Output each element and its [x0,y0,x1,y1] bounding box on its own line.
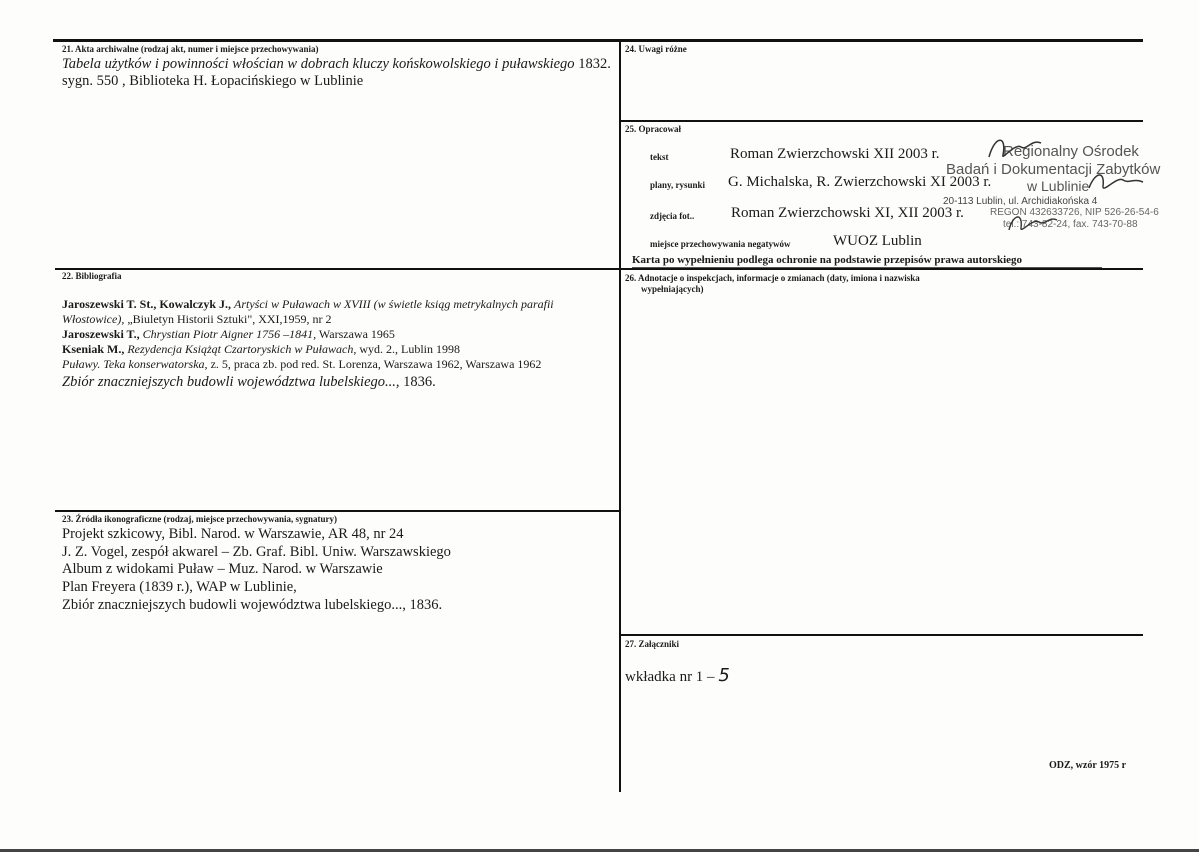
field-label-drawings: plany, rysunki [650,180,706,190]
attachment-text [625,665,730,686]
field-label-text: tekst [650,152,669,162]
field-value-drawings: G. Michalska, R. Zwierzchowski XI 2003 r. [728,174,992,190]
section-25-header: 25. Opracował [625,124,681,134]
bib-details: wyd. 2., Lublin 1998 [359,342,460,356]
archive-year: 1832. [578,56,611,72]
icon-source-line: J. Z. Vogel, zespół akwarel – Zb. Graf. Bibl. Uniw. Warszawskiego [62,544,451,560]
signature-mark [1005,208,1060,236]
field-label-negatives: miejsce przechowywania negatywów [650,239,791,249]
field-value-text: Roman Zwierzchowski XII 2003 r. [730,146,940,162]
icon-source-line: Projekt szkicowy, Bibl. Narod. w Warszawie, AR 48, nr 24 [62,526,404,542]
institution-stamp-line: Badań i Dokumentacji Zabytków [946,161,1161,178]
rule-22-23 [55,510,620,512]
bib-title: Zbiór znaczniejszych budowli województwa lubelskiego..., [62,374,400,390]
section-23-header: 23. Źródła ikonograficzne (rodzaj, miejsce przechowywania, sygnatury) [62,514,338,524]
section-21-line2: sygn. 550 , Biblioteka H. Łopacińskiego w Lublinie [62,73,364,89]
icon-source-line: Plan Freyera (1839 r.), WAP w Lublinie, [62,579,297,595]
section-22-header: 22. Bibliografia [62,271,122,281]
institution-stamp-line: REGON 432633726, NIP 526-26-54-6 [990,207,1159,218]
bibliography-entry [62,297,554,312]
signature-mark [1085,168,1145,196]
section-24-header: 24. Uwagi różne [625,44,687,54]
field-value-negatives: WUOZ Lublin [833,233,922,249]
bib-details: z. 5, praca zb. pod red. St. Lorenza, Warszawa 1962, Warszawa 1962 [210,357,542,371]
bib-details: „Biuletyn Historii Sztuki", XXI,1959, nr 2 [127,312,332,326]
bib-title: Chrystian Piotr Aigner 1756 –1841, [142,327,317,341]
field-label-photos: zdjęcia fot.. [650,211,695,221]
bibliography-entry [62,374,436,391]
center-divider [619,40,621,792]
attachment-label: wkładka nr 1 – [625,669,715,685]
rule-26-27 [620,634,1143,636]
signature-mark [985,133,1045,163]
icon-source-line: Zbiór znaczniejszych budowli województwa lubelskiego..., 1836. [62,597,443,613]
rule-21-22 [55,268,620,270]
bib-author: Jaroszewski T. St., Kowalczyk J., [62,297,232,311]
bibliography-entry [62,327,395,342]
section-27-header: 27. Załączniki [625,639,680,649]
bibliography-entry [62,312,332,327]
institution-stamp-line: w Lublinie [1027,178,1090,194]
bib-details: Warszawa 1965 [318,327,395,341]
section-26-header: 26. Adnotacje o inspekcjach, informacje o zmianach (daty, imiona i nazwiska [625,273,920,283]
bib-author: Jaroszewski T., [62,327,140,341]
bibliography-entry [62,357,541,372]
rule-24-25 [620,120,1143,122]
bib-title: Włostowice), [62,312,125,326]
rule-25-26 [620,268,1143,270]
bibliography-entry [62,342,460,357]
copyright-underline [632,267,1102,268]
section-21-line1 [62,56,611,73]
bib-author: Kseniak M., [62,342,125,356]
top-rule [53,39,1143,42]
bib-details: 1836. [403,374,436,390]
institution-stamp-line: tel.: 743-82-24, fax. 743-70-88 [1003,219,1138,230]
bib-title: Artyści w Puławach w XVIII (w świetle ksiąg metrykalnych parafii [234,297,554,311]
copyright-note: Karta po wypełnieniu podlega ochronie na podstawie przepisów prawa autorskiego [632,254,1023,266]
form-identifier: ODZ, wzór 1975 r [1049,760,1127,771]
section-21-header: 21. Akta archiwalne (rodzaj akt, numer i miejsce przechowywania) [62,44,319,54]
field-value-photos: Roman Zwierzchowski XI, XII 2003 r. [731,205,964,221]
section-26-header-cont: wypełniających) [641,284,704,294]
bib-title: Puławy. Teka konserwatorska, [62,357,208,371]
institution-stamp-line: Regionalny Ośrodek [1003,143,1139,160]
attachment-handwritten-number: 5 [718,665,730,686]
bib-title: Rezydencja Książąt Czartoryskich w Puławach, [127,342,357,356]
institution-stamp-line: 20-113 Lublin, ul. Archidiakońska 4 [943,196,1098,207]
archive-title: Tabela użytków i powinności włościan w dobrach kluczy końskowolskiego i puławskiego [62,56,575,72]
icon-source-line: Album z widokami Puław – Muz. Narod. w Warszawie [62,561,383,577]
